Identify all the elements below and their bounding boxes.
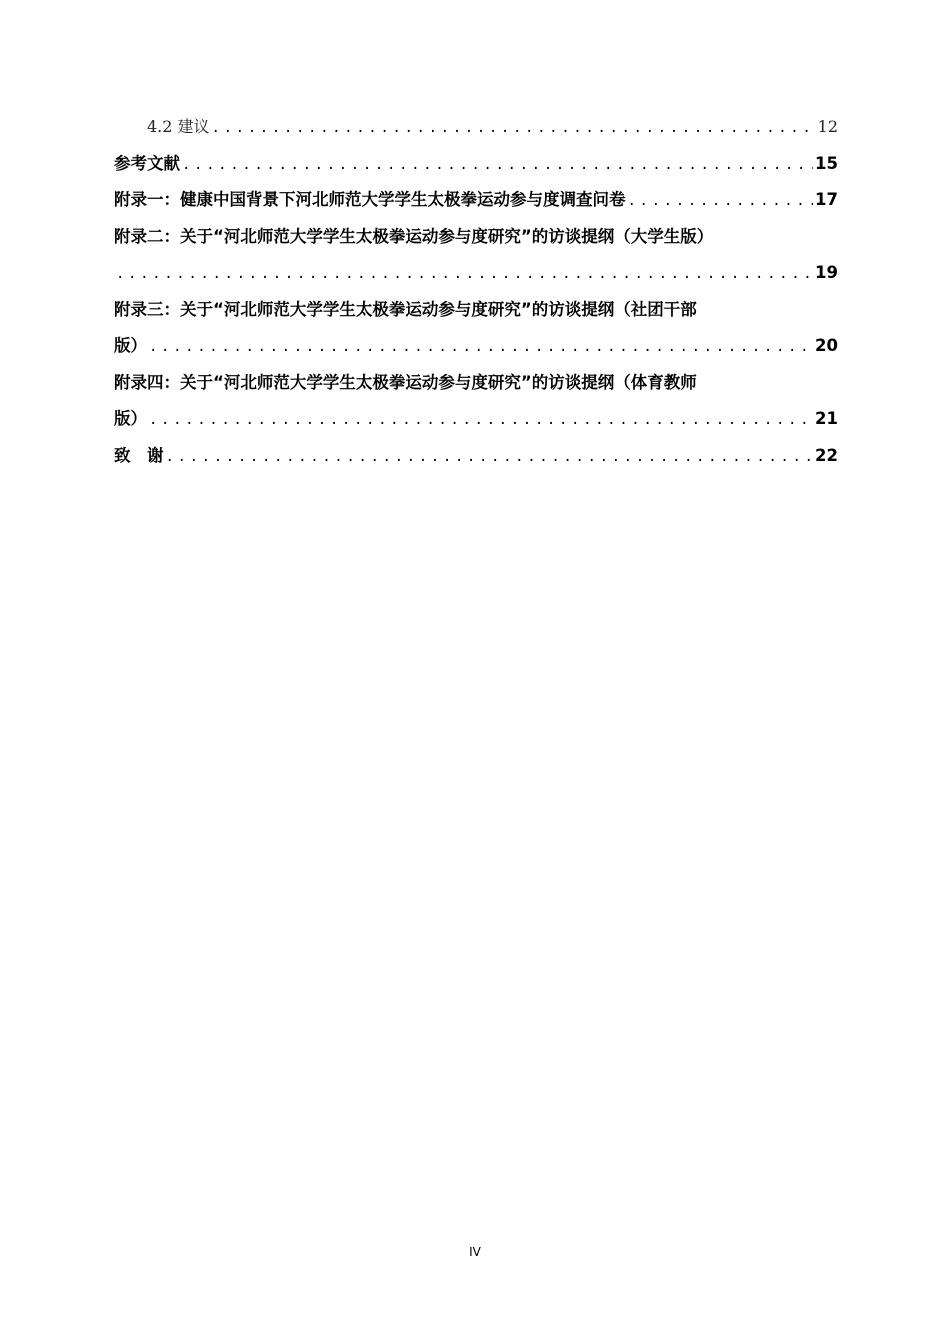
- toc-entry-page: 12: [817, 117, 838, 136]
- toc-entry-page: 21: [815, 409, 838, 428]
- toc-entry-title: 参考文献: [114, 153, 180, 173]
- toc-leader-dots: [166, 444, 814, 470]
- toc-entry-acknowledgements[interactable]: [114, 443, 838, 480]
- page-number-footer: IV: [469, 1245, 481, 1259]
- toc-entry-references[interactable]: [114, 151, 838, 188]
- toc-entry-page: 15: [815, 153, 838, 173]
- toc-entry-continuation: [114, 333, 838, 370]
- toc-leader-dots: [182, 152, 813, 178]
- toc-entry-appendix-3[interactable]: [114, 297, 838, 370]
- toc-entry-title: 4.2 建议: [147, 117, 210, 136]
- toc-leader-dots: [149, 334, 813, 360]
- toc-entry-page: 17: [815, 190, 838, 209]
- toc-entry-page: 19: [815, 263, 838, 282]
- toc-entry-title: 致 谢: [114, 445, 164, 465]
- toc-entry-title: 附录三：关于“河北师范大学学生太极拳运动参与度研究”的访谈提纲（社团干部: [114, 299, 697, 319]
- toc-entry-title: 附录一：健康中国背景下河北师范大学学生太极拳运动参与度调查问卷: [114, 190, 626, 209]
- toc-leader-dots: [628, 188, 814, 214]
- toc-entry-appendix-2[interactable]: [114, 224, 838, 297]
- toc-entry-title: 附录四：关于“河北师范大学学生太极拳运动参与度研究”的访谈提纲（体育教师: [114, 372, 697, 392]
- toc-entry-appendix-1[interactable]: [114, 187, 838, 224]
- toc-entry-continuation: [114, 406, 838, 443]
- toc-leader-dots: [212, 115, 816, 141]
- toc-entry-page: 22: [815, 445, 838, 465]
- toc-entry-continuation: [114, 260, 838, 297]
- toc-entry-appendix-4[interactable]: [114, 370, 838, 443]
- toc-entry-4-2[interactable]: [114, 114, 838, 151]
- toc-entry-page: 20: [815, 336, 838, 355]
- toc-leader-dots: [149, 407, 813, 433]
- table-of-contents: [114, 114, 838, 479]
- toc-leader-dots: [116, 261, 813, 287]
- toc-entry-title-cont: 版）: [114, 409, 147, 428]
- toc-entry-title-cont: 版）: [114, 336, 147, 355]
- toc-entry-title: 附录二：关于“河北师范大学学生太极拳运动参与度研究”的访谈提纲（大学生版）: [114, 226, 714, 246]
